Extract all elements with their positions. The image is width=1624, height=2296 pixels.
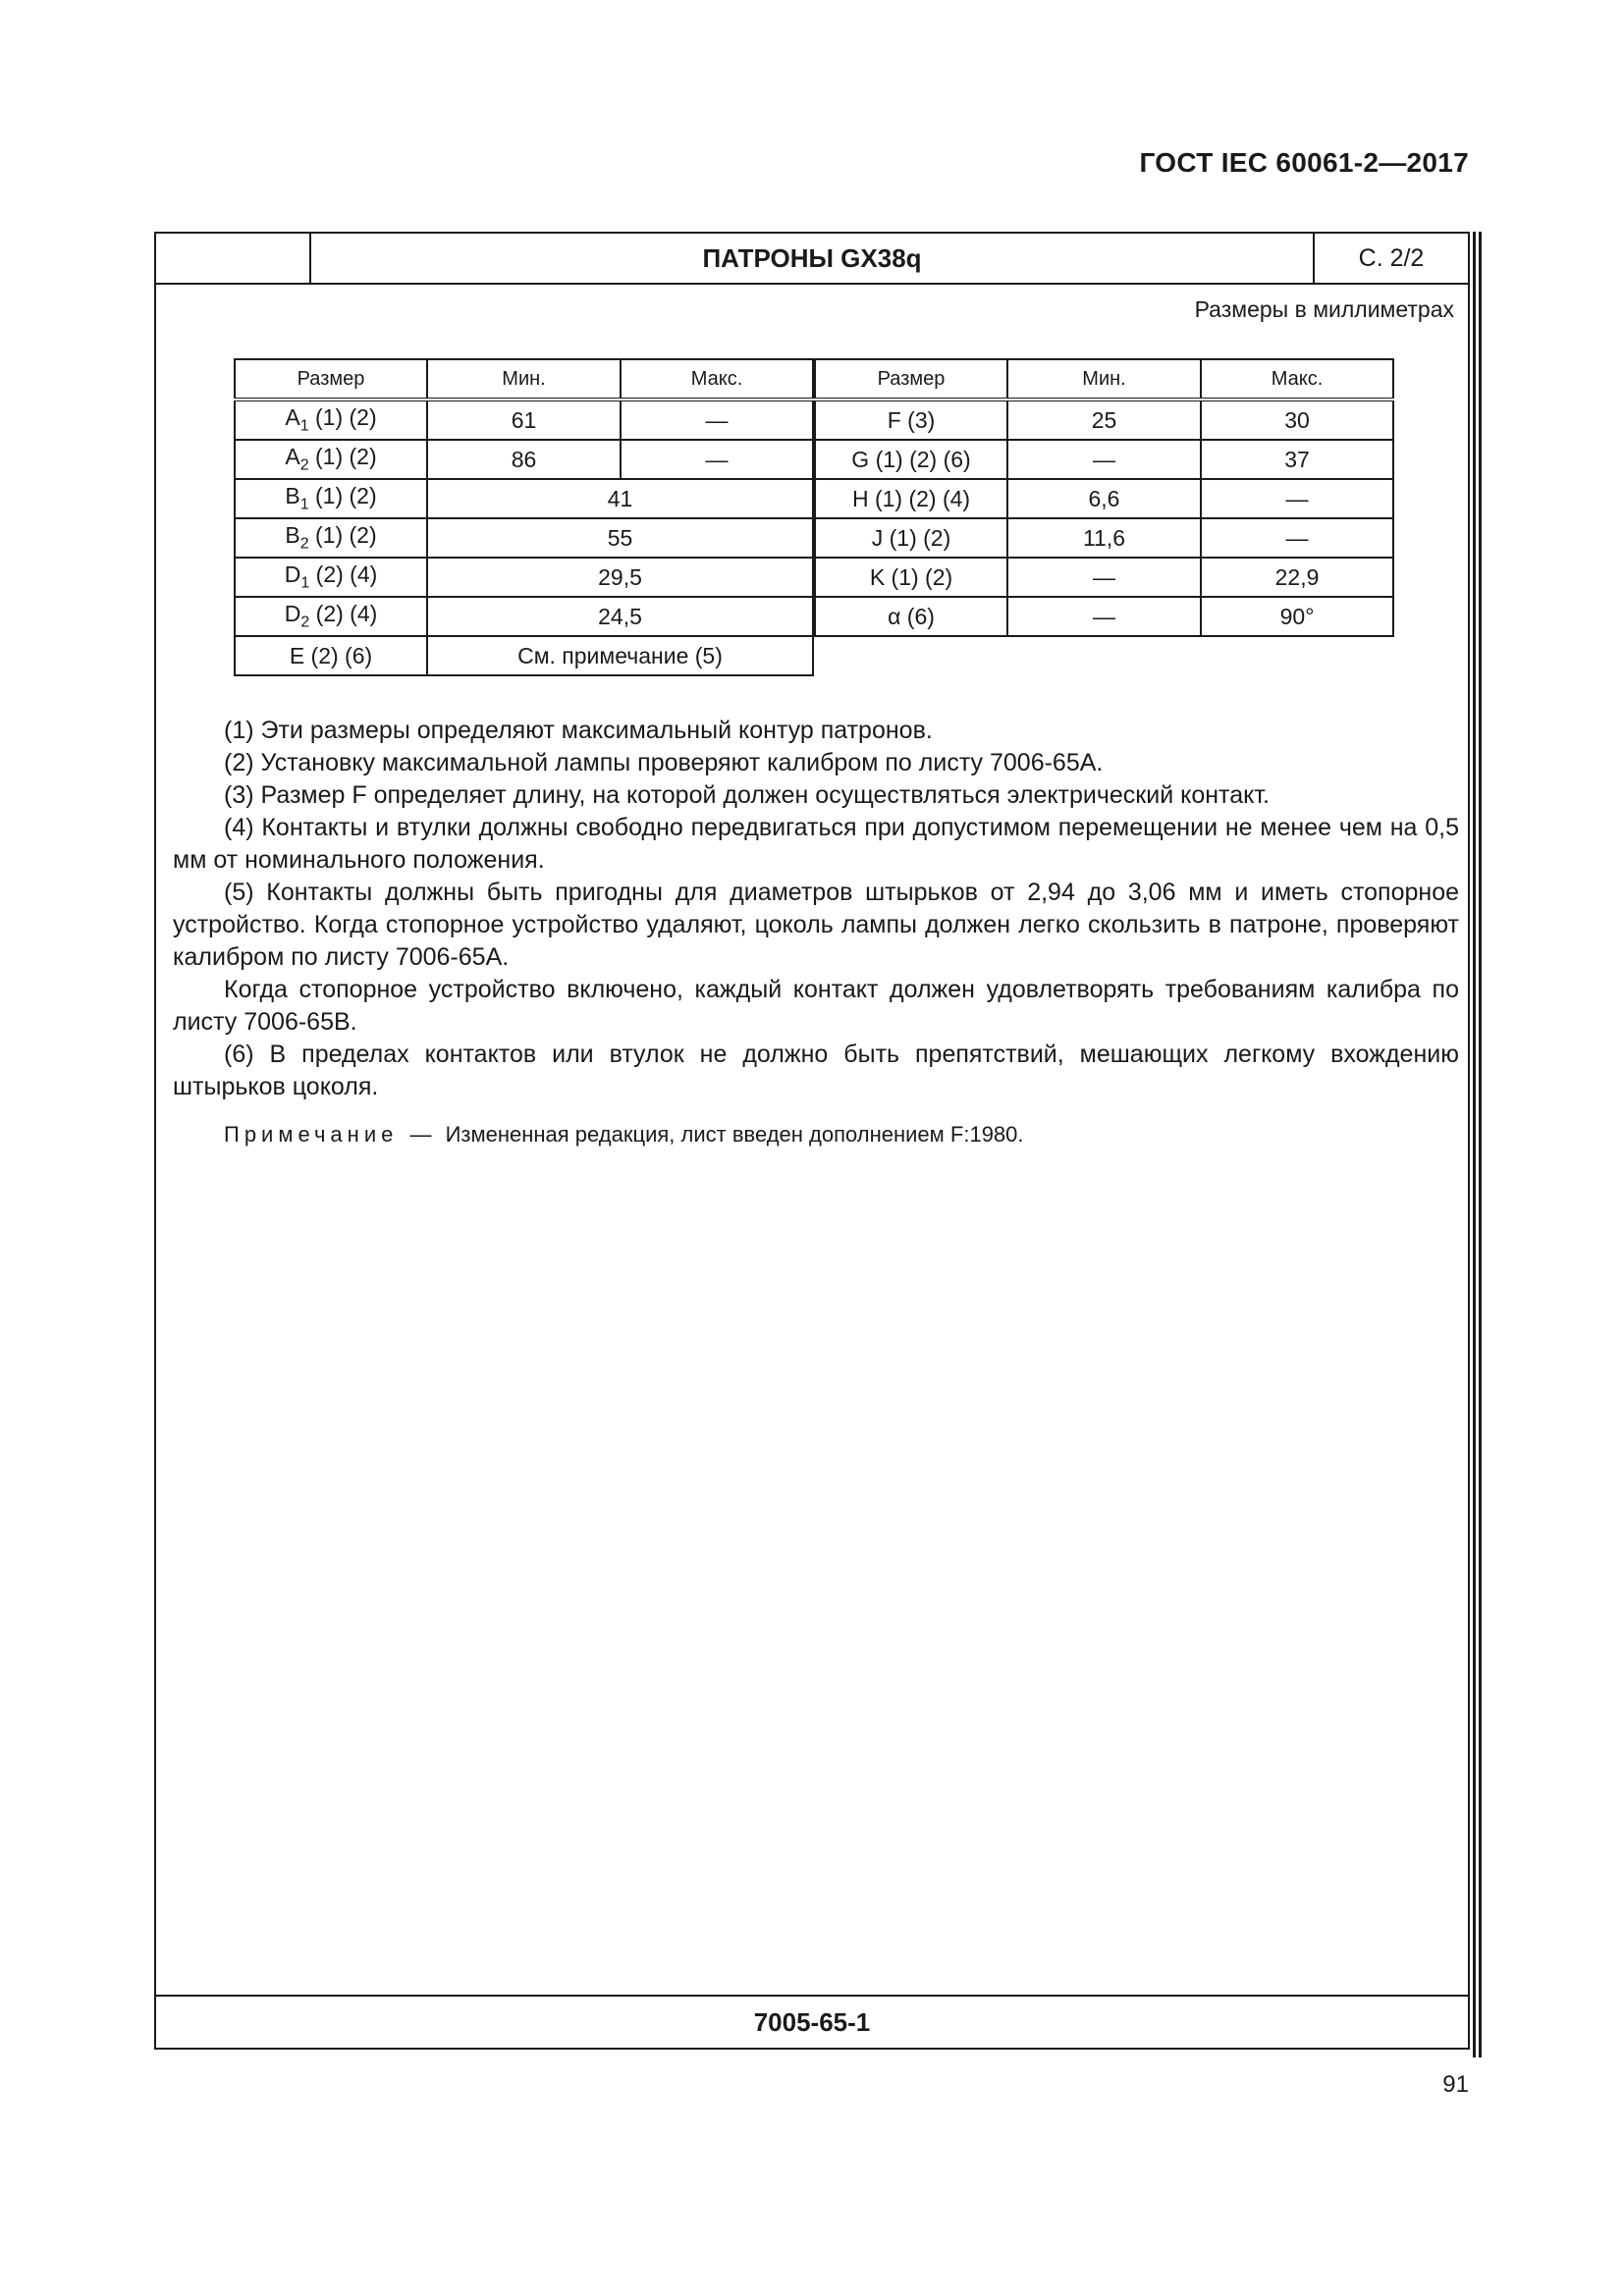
nominal-value: 24,5 — [427, 597, 813, 636]
table-row — [815, 400, 1393, 440]
max-value: 90° — [1201, 597, 1393, 636]
dimension-cell: G (1) (2) (6) — [815, 440, 1007, 479]
table-header-row — [235, 359, 813, 400]
table-row — [815, 440, 1393, 479]
dimension-cell: $D_2$ (2) (4) — [235, 597, 427, 636]
remark-dash: — — [409, 1122, 432, 1147]
nominal-value: 29,5 — [427, 558, 813, 597]
sheet-frame-edge-lines — [1470, 232, 1484, 2057]
max-value: — — [621, 440, 813, 479]
remark-line — [224, 1122, 1024, 1148]
footnote-2: (2) Установку максимальной лампы проверяют калибром по листу 7006-65А. — [224, 749, 1104, 776]
dimension-cell: $A_1$ (1) (2) — [235, 400, 427, 440]
min-value: 86 — [427, 440, 621, 479]
table-row — [815, 558, 1393, 597]
table-row — [235, 479, 813, 518]
nominal-value: См. примечание (5) — [427, 636, 813, 675]
footnote-5-continued: Когда стопорное устройство включено, каждый контакт должен удовлетворять требованиям калибра по листу 7006-65В. — [173, 976, 1459, 1036]
units-note: Размеры в миллиметрах — [1194, 296, 1454, 322]
min-value: — — [1007, 440, 1201, 479]
table-row — [235, 636, 813, 675]
column-header-size: Размер — [235, 359, 427, 400]
document-standard-header: ГОСТ IEC 60061-2—2017 — [1139, 147, 1469, 178]
max-value: 37 — [1201, 440, 1393, 479]
footnote-5: (5) Контакты должны быть пригодны для диаметров штырьков от 2,94 до 3,06 мм и иметь стопорное устройство. Когда стопорное устройство удаляют, цоколь лампы должен легко скользить в патроне, проверяют калибром по листу 7006-65А. — [173, 879, 1459, 971]
column-header-min: Мин. — [1007, 359, 1201, 400]
dimension-cell: $D_1$ (2) (4) — [235, 558, 427, 597]
sheet-page-indicator: С. 2/2 — [1358, 243, 1425, 272]
table-row — [235, 558, 813, 597]
page-number: 91 — [1442, 2071, 1469, 2098]
table-row — [235, 440, 813, 479]
column-header-max: Макс. — [1201, 359, 1393, 400]
column-header-size: Размер — [815, 359, 1007, 400]
nominal-value: 55 — [427, 518, 813, 558]
table-row — [235, 597, 813, 636]
column-header-max: Макс. — [621, 359, 813, 400]
max-value: — — [1201, 518, 1393, 558]
min-value: — — [1007, 597, 1201, 636]
table-row — [235, 518, 813, 558]
title-row-empty-cell — [156, 234, 311, 283]
dimension-cell: H (1) (2) (4) — [815, 479, 1007, 518]
dimensions-table-left — [234, 358, 814, 676]
sheet-frame — [154, 232, 1470, 2050]
sheet-code: 7005-65-1 — [156, 1995, 1468, 2048]
min-value: 6,6 — [1007, 479, 1201, 518]
min-value: 25 — [1007, 400, 1201, 440]
table-header-row — [815, 359, 1393, 400]
min-value: — — [1007, 558, 1201, 597]
remark-label: Примечание — [224, 1122, 399, 1147]
sheet-title-row — [156, 234, 1468, 285]
footnotes — [173, 715, 1459, 1103]
max-value: — — [621, 400, 813, 440]
min-value: 11,6 — [1007, 518, 1201, 558]
dimensions-table-right — [814, 358, 1394, 637]
max-value: 22,9 — [1201, 558, 1393, 597]
dimension-cell: F (3) — [815, 400, 1007, 440]
table-row — [815, 479, 1393, 518]
dimension-cell: α (6) — [815, 597, 1007, 636]
max-value: — — [1201, 479, 1393, 518]
min-value: 61 — [427, 400, 621, 440]
dimension-cell: J (1) (2) — [815, 518, 1007, 558]
nominal-value: 41 — [427, 479, 813, 518]
footnote-6: (6) В пределах контактов или втулок не должно быть препятствий, мешающих легкому вхождению штырьков цоколя. — [173, 1041, 1459, 1100]
dimension-cell: $A_2$ (1) (2) — [235, 440, 427, 479]
table-row — [815, 518, 1393, 558]
max-value: 30 — [1201, 400, 1393, 440]
column-header-min: Мин. — [427, 359, 621, 400]
dimension-cell: $B_2$ (1) (2) — [235, 518, 427, 558]
footnote-3: (3) Размер F определяет длину, на которой должен осуществляться электрический контакт. — [224, 781, 1270, 809]
sheet-title: ПАТРОНЫ GX38q — [311, 234, 1315, 283]
dimension-cell: E (2) (6) — [235, 636, 427, 675]
remark-text: Измененная редакция, лист введен дополнением F:1980. — [445, 1122, 1024, 1147]
table-row — [815, 597, 1393, 636]
dimension-cell: K (1) (2) — [815, 558, 1007, 597]
footnote-1: (1) Эти размеры определяют максимальный контур патронов. — [224, 717, 933, 744]
table-row — [235, 400, 813, 440]
footnote-4: (4) Контакты и втулки должны свободно передвигаться при допустимом перемещении не менее чем на 0,5 мм от номинального положения. — [173, 814, 1459, 874]
dimension-cell: $B_1$ (1) (2) — [235, 479, 427, 518]
